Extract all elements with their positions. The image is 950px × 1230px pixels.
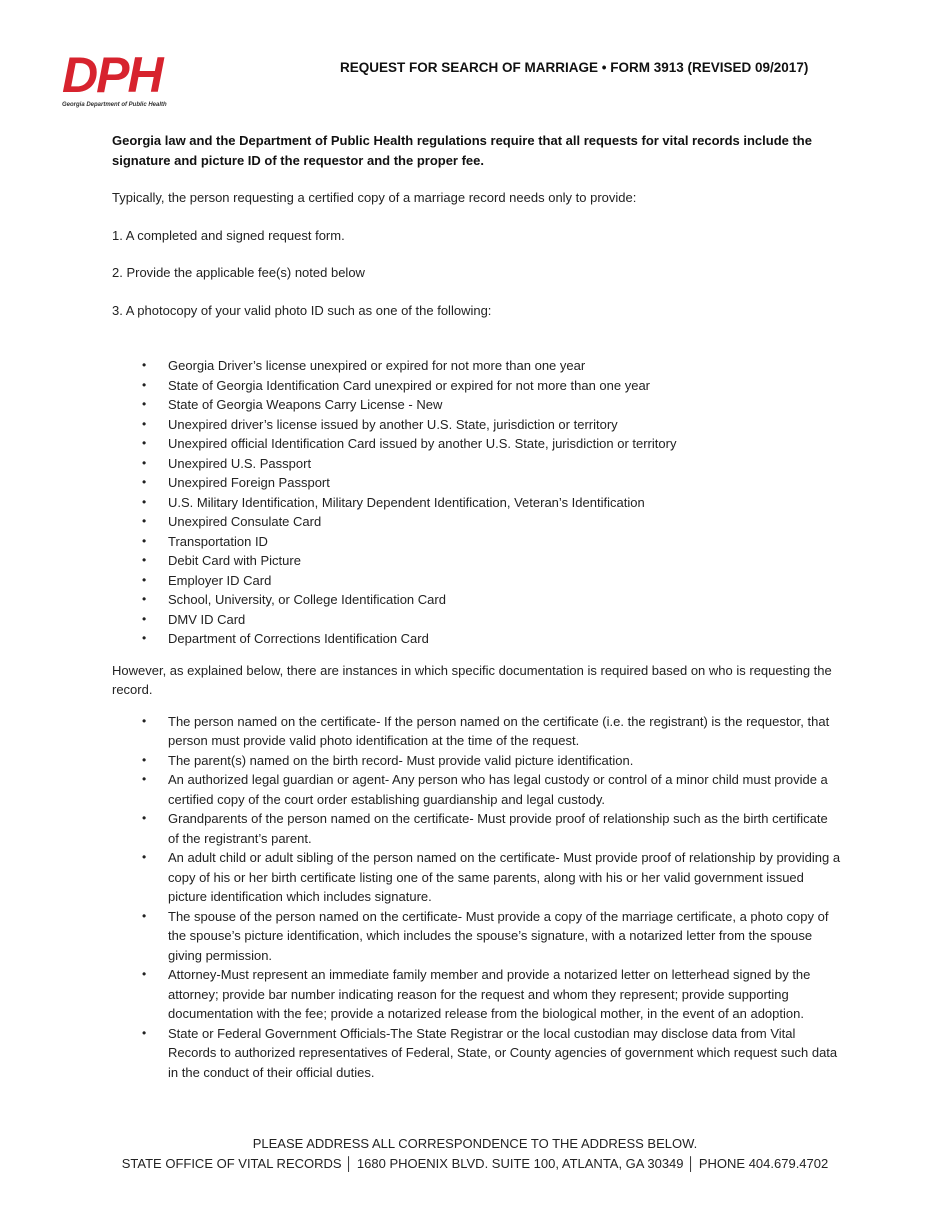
list-item: • Unexpired U.S. Passport [112,454,842,474]
footer-correspondence: PLEASE ADDRESS ALL CORRESPONDENCE TO THE ADDRESS BELOW. [252,1136,698,1151]
list-item: • Unexpired Foreign Passport [112,473,842,493]
list-item: • Employer ID Card [112,571,842,591]
list-item: • The person named on the certificate- If the person named on the certificate (i.e. the registrant) is the requestor, that person must provide valid photo identification at the time of the request. [112,712,842,751]
list-item: • State of Georgia Identification Card unexpired or expired for not more than one year [112,376,842,396]
list-item: • State or Federal Government Officials-The State Registrar or the local custodian may disclose data from Vital Records to authorized representatives of Federal, State, or County agencies of government which request such data in the conduct of their official duties. [112,1024,842,1083]
logo-subtitle: Georgia Department of Public Health [62,102,167,108]
list-item: • Department of Corrections Identification Card [112,629,842,649]
list-item: • Grandparents of the person named on the certificate- Must provide proof of relationship such as the birth certificate of the registrant’s parent. [112,809,842,848]
list-item: • State of Georgia Weapons Carry License - New [112,395,842,415]
footer-address: STATE OFFICE OF VITAL RECORDS │ 1680 PHOENIX BLVD. SUITE 100, ATLANTA, GA 30349 │ PHONE 404.679.4702 [121,1156,829,1171]
relationship-list [112,712,842,1083]
step-1: 1. A completed and signed request form. [112,227,345,243]
list-item: • School, University, or College Identification Card [112,590,842,610]
list-item: • U.S. Military Identification, Military Dependent Identification, Veteran’s Identification [112,493,842,513]
step-2: 2. Provide the applicable fee(s) noted below [112,265,365,280]
document-body [112,131,842,1082]
logo-wordmark: DPH [62,47,162,103]
form-title: REQUEST FOR SEARCH OF MARRIAGE • FORM 3913 (REVISED 09/2017) [340,60,809,75]
list-item: • The spouse of the person named on the certificate- Must provide a copy of the marriage certificate, a photo copy of the spouse’s picture identification, which includes the spouse’s signature, with a notarized letter from the spouse giving permission. [112,907,842,966]
list-item: • An authorized legal guardian or agent- Any person who has legal custody or control of a minor child must provide a certified copy of the court order establishing guardianship and legal custody. [112,770,842,809]
however-paragraph: However, as explained below, there are instances in which specific documentation is required based on who is requesting the record. [112,662,832,697]
list-item: • Georgia Driver’s license unexpired or expired for not more than one year [112,356,842,376]
typically-paragraph: Typically, the person requesting a certified copy of a marriage record needs only to provide: [112,190,637,205]
list-item: • The parent(s) named on the birth record- Must provide valid picture identification. [112,751,842,771]
step-3: 3. A photocopy of your valid photo ID such as one of the following: [112,302,492,318]
photo-id-list [112,356,842,649]
list-item: • Unexpired Consulate Card [112,512,842,532]
list-item: • Debit Card with Picture [112,551,842,571]
requirements-notice: Georgia law and the Department of Public Health regulations require that all requests for vital records include the signature and picture ID of the requestor and the proper fee. [112,133,812,168]
list-item: • Transportation ID [112,532,842,552]
list-item: • Unexpired driver’s license issued by another U.S. State, jurisdiction or territory [112,415,842,435]
list-item: • An adult child or adult sibling of the person named on the certificate- Must provide proof of relationship by providing a copy of his or her birth certificate listing one of the same parents, along with his or her valid government issued picture identification which includes signature. [112,848,842,907]
list-item: • Unexpired official Identification Card issued by another U.S. State, jurisdiction or territory [112,434,842,454]
dph-logo [62,47,186,114]
list-item: • DMV ID Card [112,610,842,630]
list-item: • Attorney-Must represent an immediate family member and provide a notarized letter on letterhead signed by the attorney; provide bar number indicating reason for the request and whom they represent; provide supporting documentation with the fee; provide a notarized release from the biological mother, in the event of an adoption. [112,965,842,1024]
